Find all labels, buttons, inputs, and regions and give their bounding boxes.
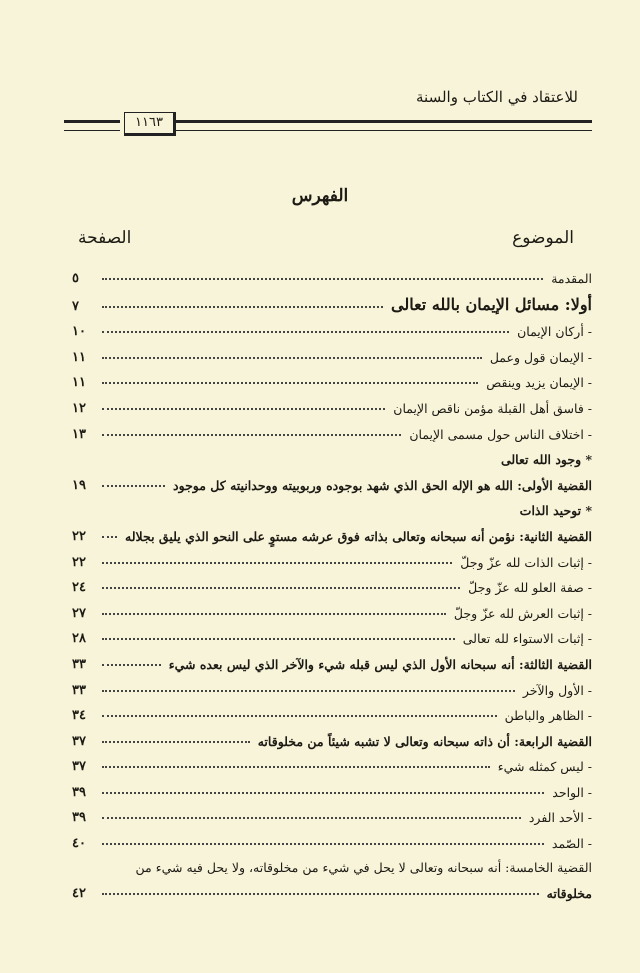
toc-entry-title: - إثبات الاستواء لله تعالى [462,631,592,647]
toc-entry [72,851,592,875]
toc-entry-page: ٢٨ [72,631,86,647]
table-of-contents [72,260,592,901]
dot-leader [102,278,543,280]
dot-leader [102,792,544,794]
index-title: الفهرس [291,186,349,206]
toc-entry-page: ٤٢ [72,885,86,901]
toc-entry [72,570,592,596]
toc-entry-page: ٤٠ [72,836,86,852]
toc-entry-title: المقدمة [551,270,592,286]
dot-leader [102,766,490,768]
toc-entry [72,646,592,672]
toc-entry [72,825,592,851]
toc-entry [72,442,592,468]
toc-entry [72,595,592,621]
toc-entry-page: ٣٩ [72,784,86,800]
toc-entry-page: ٣٤ [72,708,86,724]
toc-entry-title: - أركان الإيمان [517,324,592,340]
toc-entry-page: ١٣ [72,426,86,442]
toc-entry [72,416,592,442]
toc-entry-page: ٢٧ [72,605,86,621]
column-header-page: الصفحة [78,228,132,248]
dot-leader [102,485,165,487]
toc-entry-title: - الأحد الفرد [528,810,592,826]
dot-leader [102,382,478,384]
toc-entry-title: - صفة العلو لله عزّ وجلّ [468,580,592,596]
toc-entry-page: ١٩ [72,477,86,493]
header-rule-left [64,120,120,131]
toc-entry-page: ١١ [72,375,86,391]
toc-entry [72,467,592,493]
toc-entry-page: ١٠ [72,324,86,340]
toc-entry [72,365,592,391]
toc-entry-page: ٢٢ [72,528,86,544]
toc-entry-page: ٢٢ [72,554,86,570]
toc-entry-page: ٣٧ [72,733,86,749]
toc-entry-page: ٥ [72,270,79,286]
dot-leader [102,562,452,564]
dot-leader [102,408,385,410]
toc-entry [72,339,592,365]
dot-leader [102,843,544,845]
toc-entry [72,544,592,570]
toc-entry [72,723,592,749]
dot-leader [102,434,401,436]
toc-entry-page: ٣٩ [72,810,86,826]
toc-entry-page: ١١ [72,349,86,365]
toc-entry-title: - الإيمان قول وعمل [489,349,592,365]
toc-entry [72,260,592,286]
toc-entry [72,621,592,647]
dot-leader [102,357,482,359]
toc-entry-title: - الظاهر والباطن [504,708,592,724]
toc-entry-page: ١٢ [72,400,86,416]
header-rule-right [176,120,592,131]
toc-entry-page: ٣٣ [72,656,86,672]
toc-entry-page: ٢٤ [72,580,86,596]
toc-entry [72,698,592,724]
toc-entry [72,875,592,901]
toc-entry [72,749,592,775]
dot-leader [102,817,521,819]
dot-leader [102,664,161,666]
toc-entry [72,390,592,416]
toc-entry-title: - الصّمد [551,836,592,852]
toc-entry-title: * وجود الله تعالى [500,452,592,468]
dot-leader [102,587,460,589]
dot-leader [102,893,539,895]
dot-leader [102,536,117,538]
dot-leader [102,613,446,615]
toc-entry-title: مخلوقاته [546,885,592,901]
dot-leader [102,331,509,333]
toc-entry-title: - فاسق أهل القبلة مؤمن ناقص الإيمان [393,400,592,416]
toc-entry [72,774,592,800]
toc-entry-title: القضية الثالثة: أنه سبحانه الأول الذي ليس قبله شيء والآخر الذي ليس بعده شيء [168,656,592,672]
toc-entry [72,493,592,519]
toc-entry-title: القضية الرابعة: أن ذاته سبحانه وتعالى لا تشبه شيئاً من مخلوقاته [257,733,592,749]
toc-entry [72,672,592,698]
page-number: ١١٦٣ [124,112,176,136]
toc-entry-title: * توحيد الذات [519,503,592,519]
dot-leader [102,715,497,717]
toc-entry-title: - الأول والآخر [522,682,592,698]
toc-entry-title: - إثبات العرش لله عزّ وجلّ [453,605,592,621]
toc-entry-page: ٣٣ [72,682,86,698]
toc-entry-title: - الإيمان يزيد وينقص [486,375,592,391]
toc-entry-title: القضية الخامسة: أنه سبحانه وتعالى لا يحل في شيء من مخلوقاته، ولا يحل فيه شيء من [135,860,592,876]
running-title: للاعتقاد في الكتاب والسنة [416,88,578,106]
toc-entry-title: القضية الثانية: نؤمن أنه سبحانه وتعالى بذاته فوق عرشه مستوٍ على النحو الذي يليق بجلاله [125,528,592,544]
dot-leader [102,741,250,743]
toc-entry-page: ٣٧ [72,759,86,775]
toc-entry-title: القضية الأولى: الله هو الإله الحق الذي شهد بوجوده وربوبيته ووحدانيته كل موجود [173,477,592,493]
dot-leader [102,306,383,308]
toc-entry-page: ٧ [72,298,79,314]
toc-entry-title: أولا: مسائل الإيمان بالله تعالى [390,294,592,314]
toc-entry [72,800,592,826]
toc-entry-title: - الواحد [552,784,592,800]
dot-leader [102,638,455,640]
dot-leader [102,690,515,692]
toc-entry-title: - ليس كمثله شيء [497,759,592,775]
toc-entry [72,314,592,340]
toc-entry-title: - اختلاف الناس حول مسمى الإيمان [409,426,592,442]
toc-entry-title: - إثبات الذات لله عزّ وجلّ [460,554,592,570]
toc-entry [72,286,592,314]
column-header-topic: الموضوع [512,228,574,248]
toc-entry [72,518,592,544]
